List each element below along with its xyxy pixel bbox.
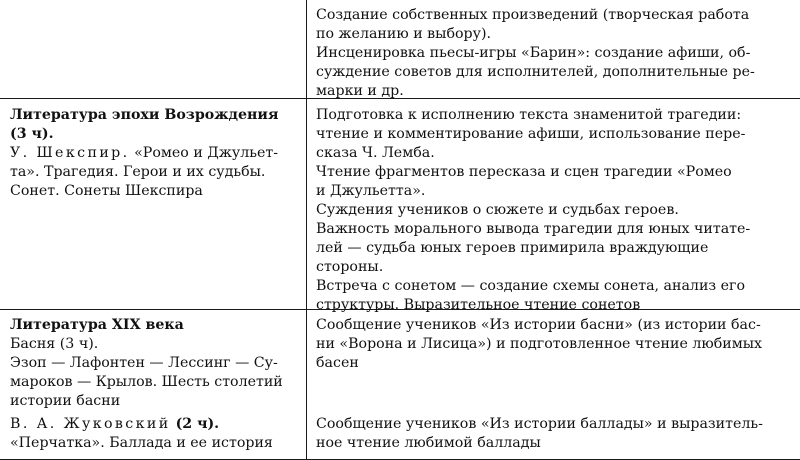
text-line: чтение и комментирование афиши, использование пере- [316,126,746,142]
author-name: В. А. Жуковский [10,416,171,432]
text-line: «Перчатка». Баллада и ее история [10,435,273,451]
text-line: Чтение фрагментов пересказа и сцен трагедии «Ромео [316,164,732,180]
text-line: Сообщение учеников «Из истории баллады» и выразитель- [316,416,763,432]
text-line: Сонет. Сонеты Шекспира [10,183,203,199]
text-line: Басня (3 ч). [10,336,99,352]
row2-activities-cell-ballad [316,415,796,453]
text-line [10,415,300,434]
text-line: и Джульетта». [316,183,426,199]
text-line: Важность морального вывода трагедии для юных читате- [316,221,751,237]
text-line: Инсценировка пьесы-игры «Барин»: создание афиши, об- [316,45,751,61]
text-line: по желанию и выбору). [316,26,492,42]
row2-topic-cell [10,316,300,411]
section-title: Литература XIX века [10,317,184,333]
column-divider [306,0,307,460]
text-line: структуры. Выразительное чтение сонетов [316,297,641,313]
text-line: та». Трагедия. Герои и их судьбы. [10,164,266,180]
text-line: Встреча с сонетом — создание схемы сонета, анализ его [316,278,746,294]
text-line [10,144,300,163]
text-fragment: «Ромео и Джульет- [129,145,279,161]
text-line: мароков — Крылов. Шесть столетий [10,374,283,390]
text-line: стороны. [316,259,384,275]
section-hours: (2 ч). [170,416,220,432]
text-line: Эзоп — Лафонтен — Лессинг — Су- [10,355,278,371]
row1-topic-cell [10,106,300,201]
text-line: истории басни [10,393,121,409]
text-line: Сообщение учеников «Из истории басни» (из истории бас- [316,317,761,333]
text-line: басен [316,355,359,371]
row2-activities-cell [316,316,796,373]
row0-activities-cell [316,6,796,101]
text-line: марки и др. [316,83,404,99]
text-line: сказа Ч. Лемба. [316,145,435,161]
text-line: Суждения учеников о сюжете и судьбах героев. [316,202,679,218]
text-line: ни «Ворона и Лисица») и подготовленное чтение любимых [316,336,763,352]
text-line: суждение советов для исполнителей, дополнительные ре- [316,64,755,80]
author-name: У. Шекспир. [10,145,130,161]
text-line: Подготовка к исполнению текста знаменитой трагедии: [316,107,742,123]
row1-activities-cell [316,106,796,315]
text-line: лей — судьба юных героев примирила враждующие [316,240,709,256]
section-hours: (3 ч). [10,126,54,142]
row2-topic-cell-ballad [10,415,300,453]
section-title: Литература эпохи Возрождения [10,107,279,123]
text-line: ное чтение любимой баллады [316,435,541,451]
text-line: Создание собственных произведений (творческая работа [316,7,750,23]
